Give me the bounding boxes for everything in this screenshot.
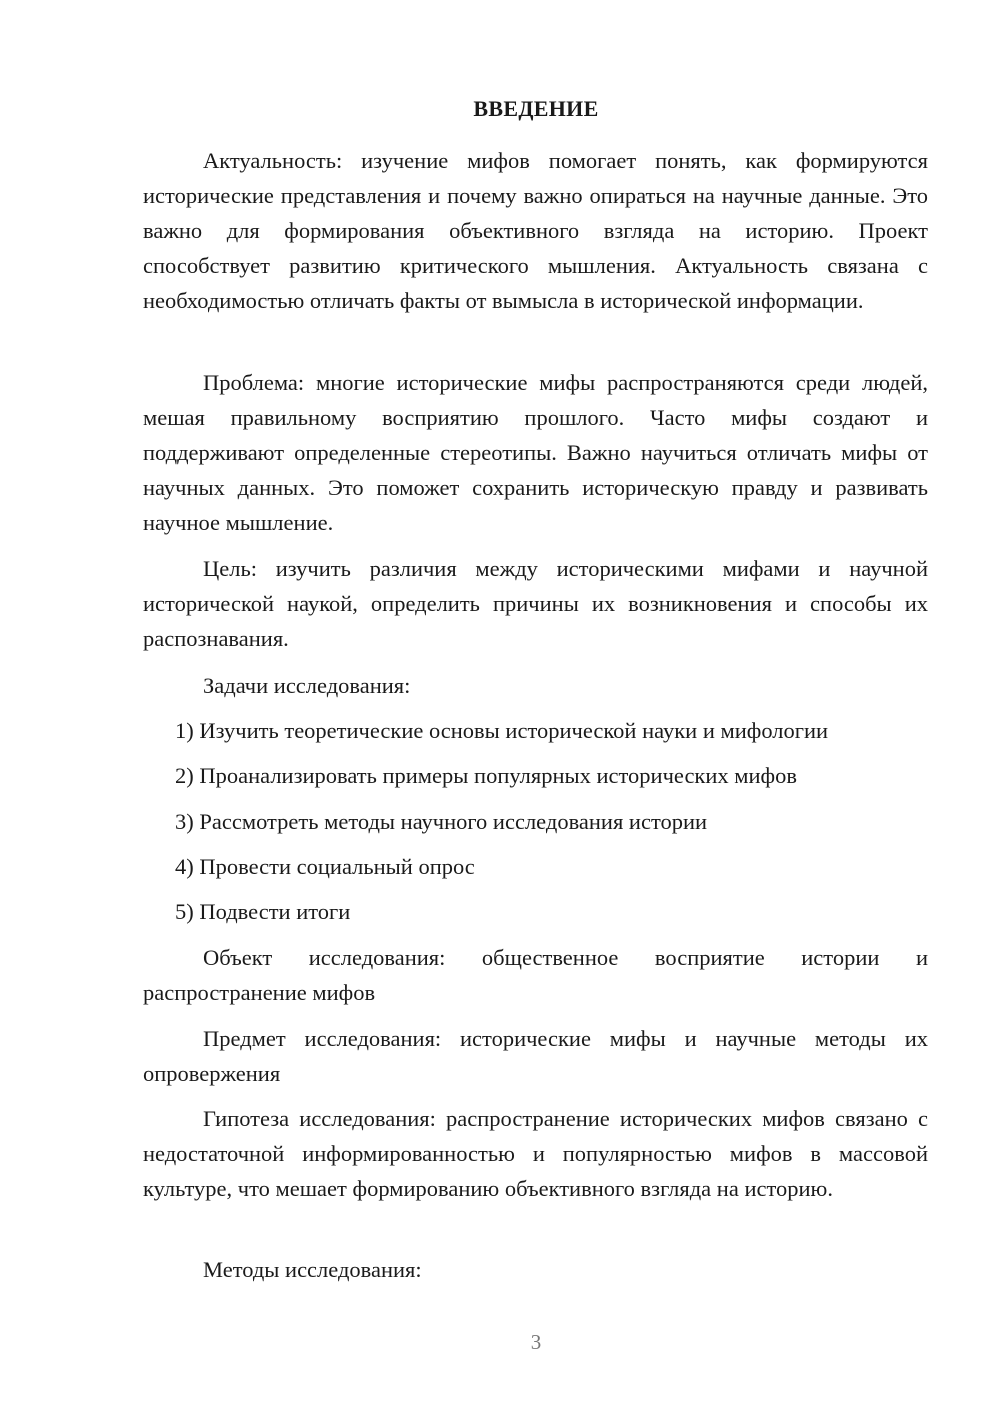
task-item: 4) Провести социальный опрос (175, 854, 475, 879)
task-item: 3) Рассмотреть методы научного исследования истории (175, 809, 708, 834)
hypothesis-paragraph: Гипотеза исследования: распространение исторических мифов связано с недостаточной информированностью и популярностью мифов в массовой культуре, что мешает формированию объективного взгляда на историю. (143, 1106, 928, 1201)
page-title: ВВЕДЕНИЕ (473, 96, 599, 121)
tasks-heading: Задачи исследования: (203, 673, 411, 698)
task-item: 2) Проанализировать примеры популярных исторических мифов (175, 763, 798, 788)
goal-paragraph: Цель: изучить различия между историческими мифами и научной исторической наукой, определить причины их возникновения и способы их распознавания. (143, 556, 928, 651)
page-number: 3 (530, 1330, 542, 1354)
relevance-paragraph: Актуальность: изучение мифов помогает понять, как формируются исторические представления и почему важно опираться на научные данные. Это важно для формирования объективного взгляда на историю. Проект способствует развитию критического мышления. Актуальность связана с необходимостью отличать факты от вымысла в исторической информации. (143, 148, 928, 313)
object-paragraph: Объект исследования: общественное восприятие истории и распространение мифов (143, 945, 928, 1005)
task-item: 1) Изучить теоретические основы исторической науки и мифологии (175, 718, 829, 743)
subject-paragraph: Предмет исследования: исторические мифы и научные методы их опровержения (143, 1026, 928, 1086)
problem-paragraph: Проблема: многие исторические мифы распространяются среди людей, мешая правильному восприятию прошлого. Часто мифы создают и поддерживают определенные стереотипы. Важно научиться отличать мифы от научных данных. Это поможет сохранить историческую правду и развивать научное мышление. (143, 370, 928, 535)
methods-heading: Методы исследования: (203, 1257, 422, 1282)
task-item: 5) Подвести итоги (175, 899, 351, 924)
